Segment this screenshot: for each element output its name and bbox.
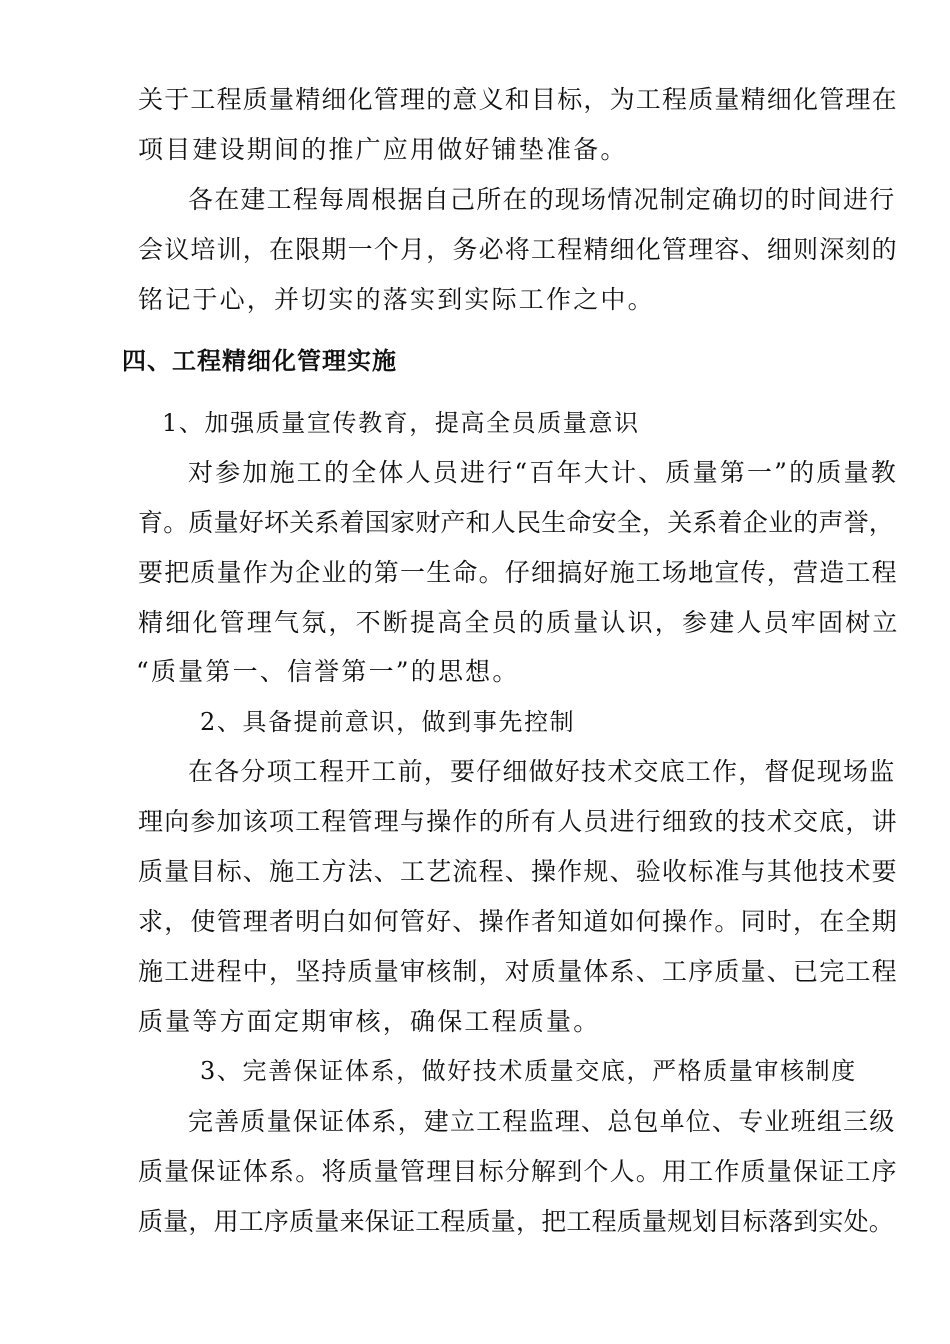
paragraph-line: 在各分项工程开工前，要仔细做好技术交底工作，督促现场监 [188,757,896,786]
paragraph-line: 关于工程质量精细化管理的意义和目标，为工程质量精细化管理在 [138,85,898,114]
paragraph-line: 质量保证体系。将质量管理目标分解到个人。用工作质量保证工序 [138,1157,898,1186]
paragraph-line: 对参加施工的全体人员进行“百年大计、质量第一”的质量教 [188,458,898,487]
paragraph-line: 项目建设期间的推广应用做好铺垫准备。 [138,135,628,164]
paragraph-line: 质量目标、施工方法、工艺流程、操作规、验收标准与其他技术要 [138,857,898,886]
paragraph-line: 要把质量作为企业的第一生命。仔细搞好施工场地宣传，营造工程 [138,558,898,587]
paragraph-line: 会议培训，在限期一个月，务必将工程精细化管理容、细则深刻的 [138,235,898,264]
paragraph-line: 各在建工程每周根据自己所在的现场情况制定确切的时间进行 [188,185,896,214]
paragraph-line: 精细化管理气氛，不断提高全员的质量认识，参建人员牢固树立 [138,608,900,637]
paragraph-line: 施工进程中，坚持质量审核制，对质量体系、工序质量、已完工程 [138,957,898,986]
paragraph-line: 质量，用工序质量来保证工程质量，把工程质量规划目标落到实处。 [138,1207,895,1236]
paragraph-line: 完善质量保证体系，建立工程监理、总包单位、专业班组三级 [188,1107,896,1136]
paragraph-line: 铭记于心，并切实的落实到实际工作之中。 [138,285,655,314]
section-heading: 四、工程精细化管理实施 [122,347,397,375]
paragraph-line: “质量第一、信誉第一”的思想。 [136,657,520,686]
paragraph-line: 质量等方面定期审核，确保工程质量。 [138,1007,601,1036]
paragraph-line: 求，使管理者明白如何管好、操作者知道如何操作。同时，在全期 [138,907,898,936]
subsection-title: 2、具备提前意识，做到事先控制 [200,708,576,736]
paragraph-line: 理向参加该项工程管理与操作的所有人员进行细致的技术交底，讲 [138,807,898,836]
subsection-title: 1、加强质量宣传教育，提高全员质量意识 [162,409,640,437]
subsection-title: 3、完善保证体系，做好技术质量交底，严格质量审核制度 [200,1057,857,1085]
paragraph-line: 育。质量好坏关系着国家财产和人民生命安全，关系着企业的声誉， [138,508,895,537]
